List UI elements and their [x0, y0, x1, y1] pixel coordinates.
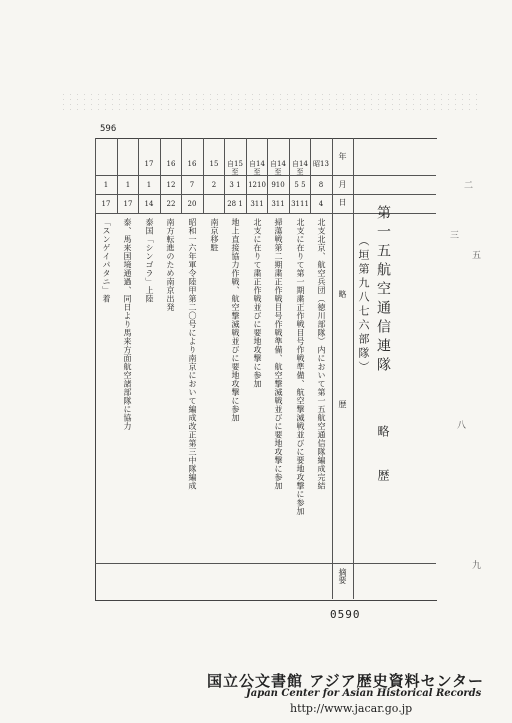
unit-code: （垣第九八七六部隊）: [357, 235, 370, 375]
entry-text: 南方転進のため南京出発: [166, 218, 175, 312]
entry-year: 17: [144, 160, 154, 168]
entry-month: 7: [189, 181, 195, 189]
entry-day: 20: [187, 200, 197, 208]
entry-year: 自14 至: [249, 160, 265, 176]
scan-noise: [60, 92, 480, 112]
entry-month: 12: [166, 181, 176, 189]
entry-day: 17: [123, 200, 133, 208]
header-year: 年: [338, 152, 347, 160]
header-month: 月: [338, 180, 347, 188]
entry-text: 泰国「シンゴラ」上陸: [145, 218, 154, 303]
entry-month: 8: [318, 181, 324, 189]
entry-text: 南京移駐: [210, 218, 219, 252]
entry-text: 泰、馬来国境通過、同日より馬来方面航空諸部隊に協力: [123, 218, 132, 431]
entry-text: 地上直接協力作戦、航空撃滅戦並びに要地攻撃に参加: [231, 218, 240, 422]
entry-text: 掃蕩戦第二期粛正作戦目号作戦準備、航空撃滅戦並びに要地攻撃に参加: [274, 218, 283, 490]
entry-text: 北支北京、航空兵団（徳川部隊）内において第一五航空通信隊編成完結: [317, 218, 326, 490]
entry-day: 22: [166, 200, 176, 208]
margin-mark: 八: [455, 420, 465, 430]
margin-mark: 五: [470, 250, 480, 260]
margin-mark: 三: [448, 230, 458, 240]
entry-year: 自14 至: [270, 160, 286, 176]
entry-year: 自15 至: [227, 160, 243, 176]
header-history-2: 歴: [338, 400, 347, 408]
entry-day: 28 1: [227, 200, 243, 208]
entry-month: 1: [125, 181, 131, 189]
margin-mark: 九: [470, 560, 480, 570]
divider-month-day: [95, 194, 436, 195]
entry-month: 1: [146, 181, 152, 189]
divider-title-block: [353, 138, 354, 599]
entry-day: 3111: [291, 200, 309, 208]
margin-mark: 二: [462, 180, 472, 190]
entry-year: 昭13: [313, 160, 329, 168]
header-day: 日: [338, 198, 347, 206]
entry-year: 16: [187, 160, 197, 168]
header-remarks: 摘要: [338, 568, 347, 584]
unit-title: 第一五航空通信連隊: [375, 205, 391, 376]
column-divider: [203, 138, 204, 213]
entry-month: 910: [271, 181, 285, 189]
entry-text: 昭和一六年軍令陸甲第二〇号により南京において編成改正第三中隊編成: [188, 218, 197, 490]
page-number: 596: [100, 124, 117, 134]
entry-day: 311: [250, 200, 264, 208]
entry-month: 5 5: [294, 181, 306, 189]
entry-year: 15: [209, 160, 219, 168]
entry-year: 自14 至: [292, 160, 308, 176]
entry-text: 「スンゲイパタニ」着: [102, 218, 111, 303]
footer-org-jp: 国立公文書館 アジア歴史資料センター: [207, 672, 485, 690]
reference-number: 0590: [330, 608, 361, 621]
entry-month: 1: [103, 181, 109, 189]
entry-month: 1210: [248, 181, 266, 189]
footer-org-en: Japan Center for Asian Historical Records: [246, 688, 482, 699]
divider-body-remarks: [95, 563, 436, 564]
entry-day: 14: [144, 200, 154, 208]
entry-month: 3 1: [229, 181, 241, 189]
entry-year: 16: [166, 160, 176, 168]
entry-day: 17: [101, 200, 111, 208]
header-history: 略: [338, 290, 347, 298]
entry-text: 北支に在りて粛正作戦並びに要地攻撃に参加: [253, 218, 262, 388]
divider-history-header: [332, 138, 333, 599]
section-label: 略 歴: [376, 425, 390, 491]
entry-month: 2: [211, 181, 217, 189]
footer-url[interactable]: http://www.jacar.go.jp: [290, 702, 413, 715]
entry-day: 311: [271, 200, 285, 208]
entry-day: 4: [318, 200, 324, 208]
entry-text: 北支に在りて第一期粛正作戦目号作戦準備、航空撃滅戦並びに要地攻撃に参加: [296, 218, 305, 516]
